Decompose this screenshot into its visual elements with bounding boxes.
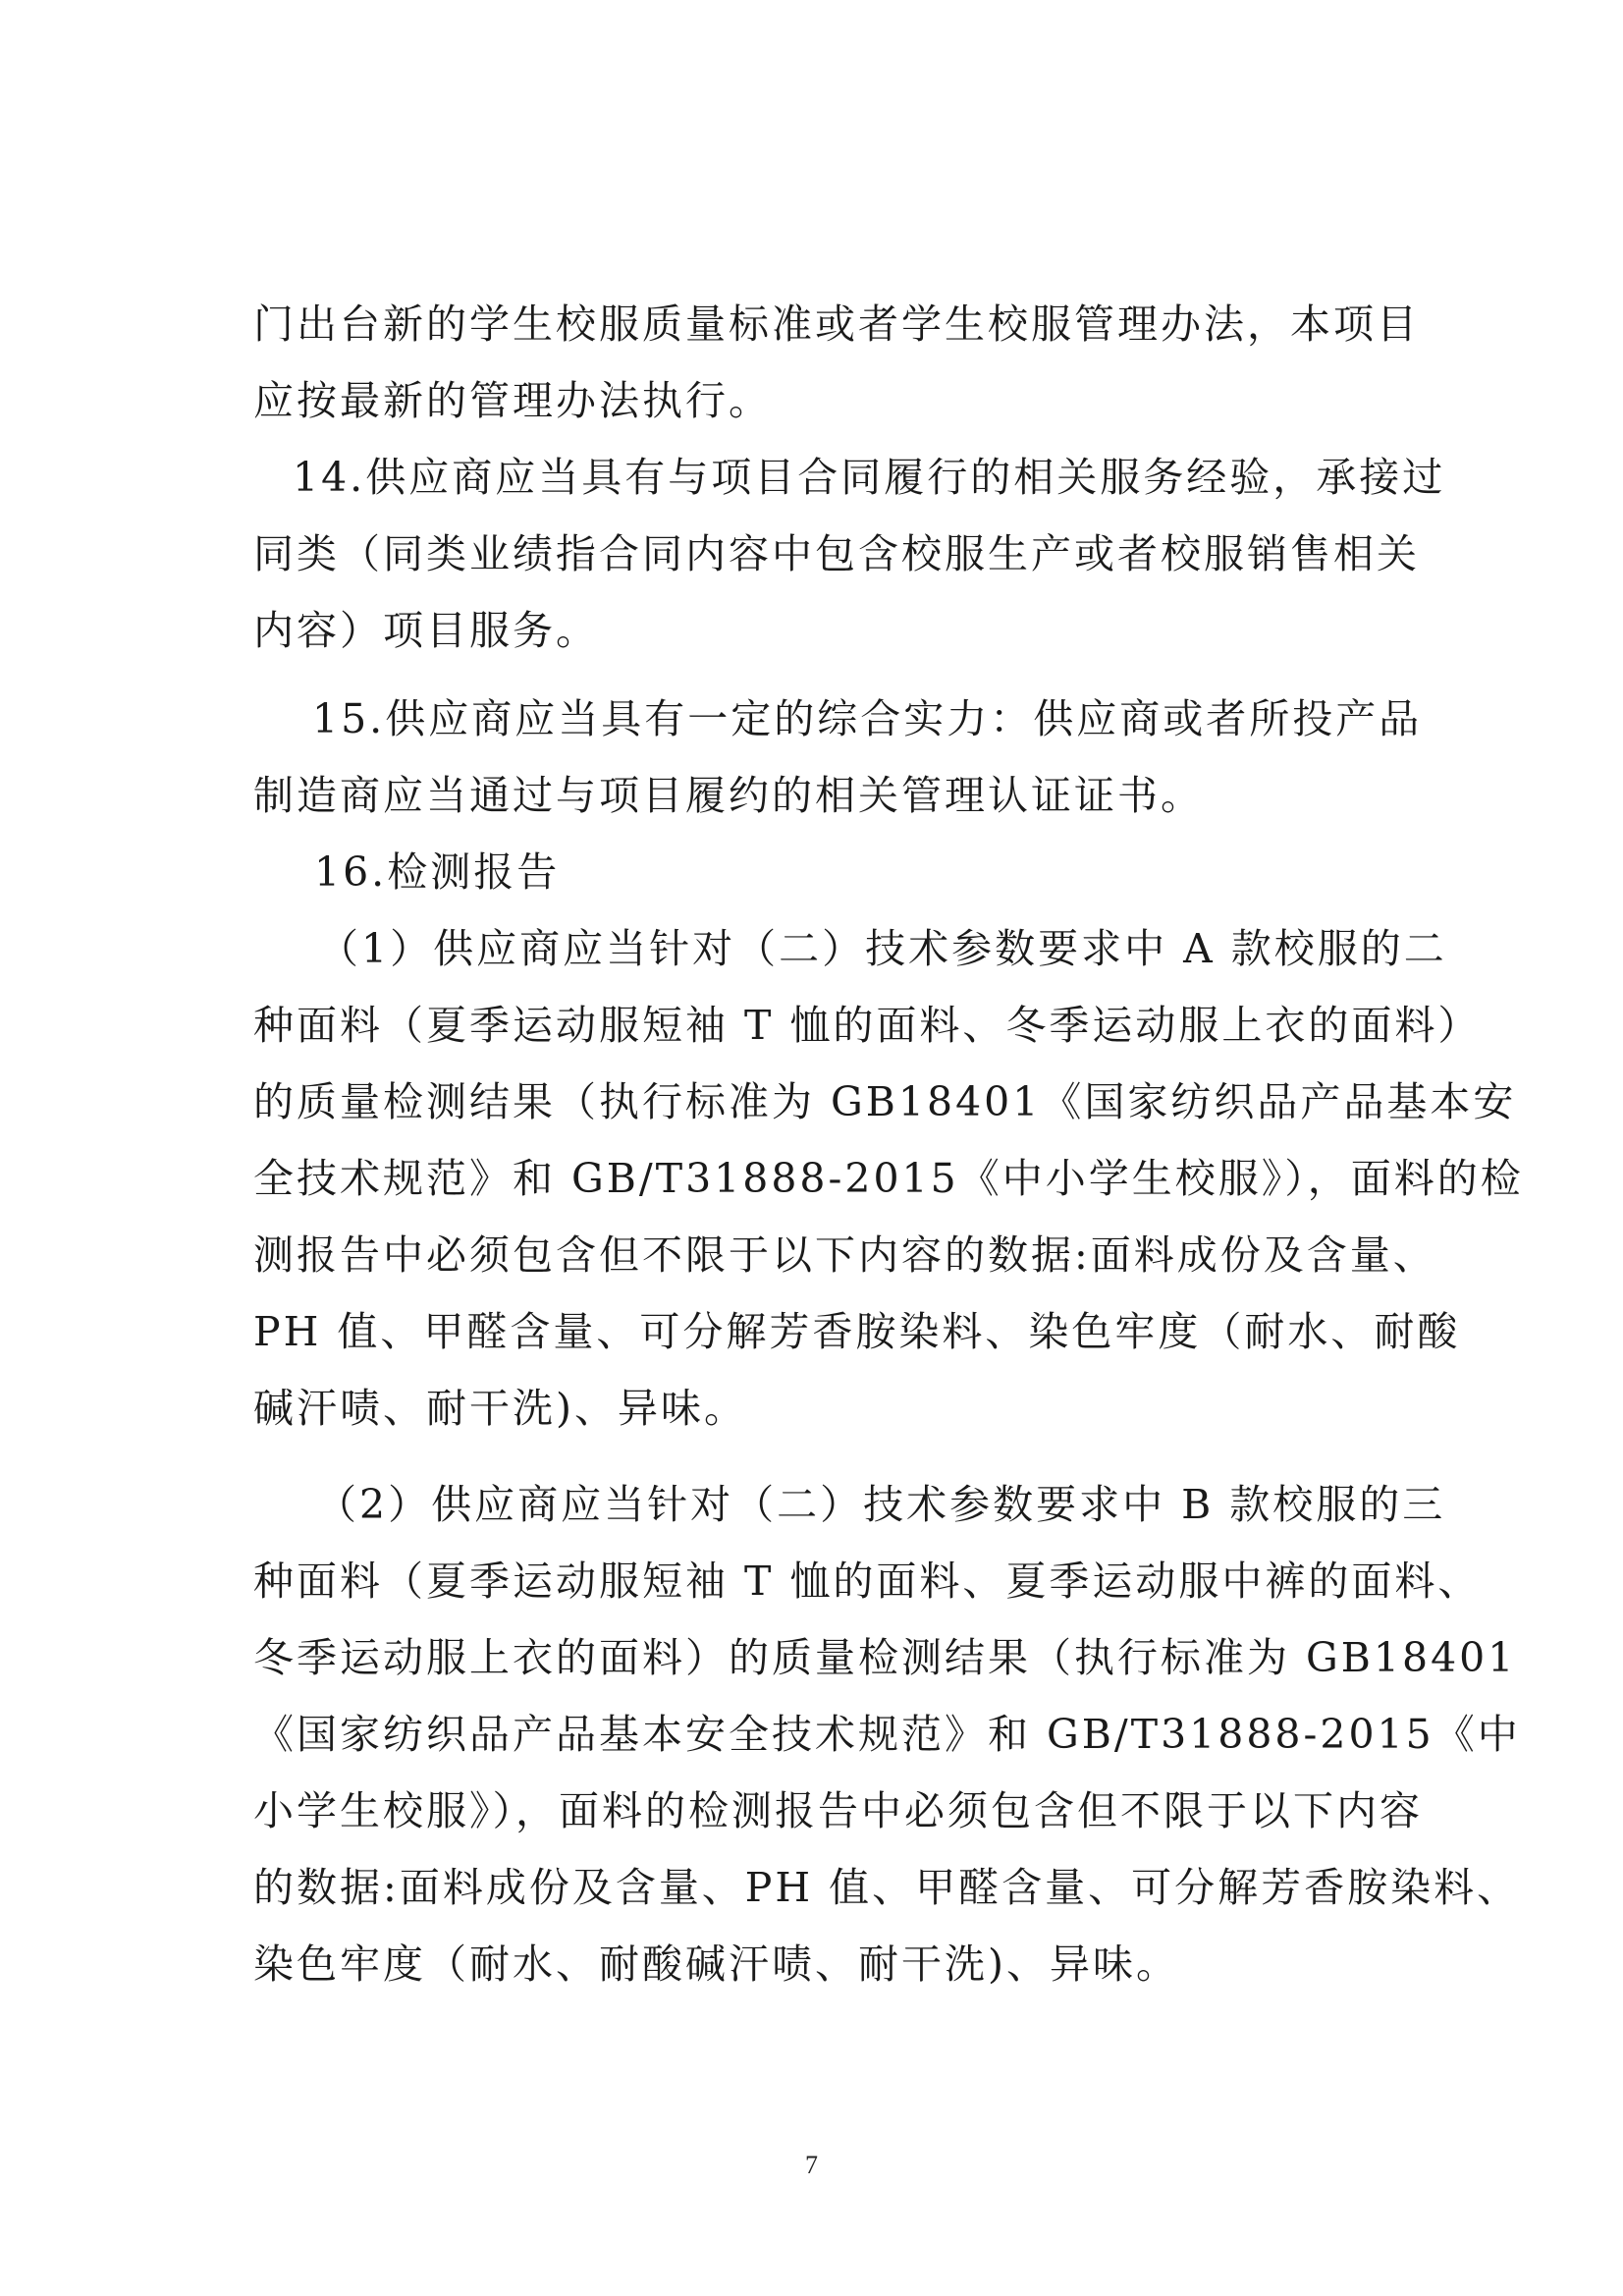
item-15-line: 制造商应当通过与项目履约的相关管理认证证书。 [253, 772, 1204, 819]
item-16-part2-line: （2）供应商应当针对（二）技术参数要求中 B 款校服的三 [316, 1481, 1446, 1528]
item-16-part2-line: 《国家纺织品产品基本安全技术规范》和 GB/T31888-2015《中 [253, 1711, 1521, 1758]
item-16-part1-line: 的质量检测结果（执行标准为 GB18401《国家纺织品产品基本安 [253, 1078, 1517, 1125]
item-16-part1-line: 全技术规范》和 GB/T31888-2015《中小学生校服》），面料的检 [253, 1155, 1524, 1202]
item-16-part1-line: 测报告中必须包含但不限于以下内容的数据:面料成份及含量、 [253, 1231, 1436, 1279]
item-16-title: 16.检测报告 [314, 848, 561, 896]
item-14-line: 同类（同类业绩指合同内容中包含校服生产或者校服销售相关 [253, 530, 1420, 577]
document-body [253, 286, 1524, 2002]
item-16-part2-line: 种面料（夏季运动服短袖 T 恤的面料、夏季运动服中裤的面料、 [253, 1558, 1482, 1605]
item-16-part2-line: 染色牢度（耐水、耐酸碱汗啧、耐干洗)、异味。 [253, 1941, 1179, 1988]
paragraph-line: 应按最新的管理办法执行。 [253, 377, 772, 424]
item-14-line: 14.供应商应当具有与项目合同履行的相关服务经验，承接过 [293, 454, 1446, 501]
paragraph-line: 门出台新的学生校服质量标准或者学生校服管理办法，本项目 [253, 301, 1420, 348]
item-16-part1-line: （1）供应商应当针对（二）技术参数要求中 A 款校服的二 [318, 925, 1447, 972]
item-16-part2-line: 冬季运动服上衣的面料）的质量检测结果（执行标准为 GB18401 [253, 1634, 1517, 1681]
item-14-line: 内容）项目服务。 [253, 607, 599, 654]
item-15-line: 15.供应商应当具有一定的综合实力：供应商或者所投产品 [312, 695, 1423, 742]
item-16-part1-line: PH 值、甲醛含量、可分解芳香胺染料、染色牢度（耐水、耐酸 [253, 1308, 1461, 1355]
item-16-part1-line: 碱汗啧、耐干洗)、异味。 [253, 1385, 747, 1432]
page-number: 7 [805, 2151, 818, 2179]
item-16-part2-line: 小学生校服》），面料的检测报告中必须包含但不限于以下内容 [253, 1787, 1423, 1834]
item-16-part2-line: 的数据:面料成份及含量、PH 值、甲醛含量、可分解芳香胺染料、 [253, 1864, 1521, 1911]
item-16-part1-line: 种面料（夏季运动服短袖 T 恤的面料、冬季运动服上衣的面料） [253, 1002, 1482, 1049]
